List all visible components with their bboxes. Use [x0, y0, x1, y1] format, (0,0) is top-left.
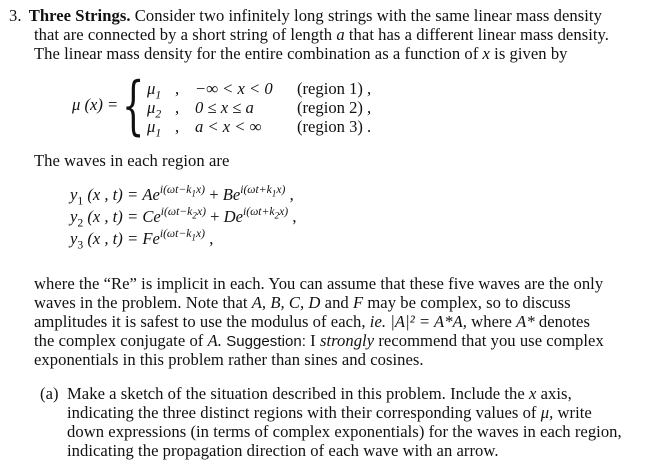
explanation-line-1: where the “Re” is implicit in each. You can assume that these five waves are the only	[34, 274, 604, 293]
density-row-3-value: $\mu_1$	[147, 117, 162, 140]
explanation-line-4: the complex conjugate of A. Suggestion: I strongly recommend that you use complex	[34, 331, 604, 350]
wave-equation-2: $y_2$ (x , $t) = Ce^{i(\omega t-k_2x)} + De^{i(\omega t+k_2x)}$ ,	[70, 204, 297, 230]
left-brace-icon: {	[122, 69, 145, 143]
density-row-2-condition: 0 ≤ x ≤ a	[195, 98, 254, 117]
density-row-2-value: $\mu_2$	[147, 98, 162, 121]
part-a-line-2: indicating the three distinct regions with their corresponding values of μ, write	[67, 403, 592, 422]
intro-text-2: that are connected by a short string of length	[34, 25, 337, 44]
wave-equation-1: $y_1$ (x , $t) = Ae^{i(\omega t-k_1x)} + Be^{i(\omega t+k_1x)}$ ,	[70, 182, 294, 208]
intro-text-4: The linear mass density for the entire combination as a function of	[34, 44, 483, 63]
part-a-label: (a)	[40, 384, 59, 403]
part-a-line-4: indicating the propagation direction of each wave with an arrow.	[67, 441, 499, 460]
density-lhs: μ (x) =	[72, 95, 119, 114]
problem-title: Three Strings.	[28, 6, 131, 25]
intro-text-1: Consider two infinitely long strings with the same linear mass density	[134, 6, 602, 25]
density-row-3-region: (region 3) .	[297, 117, 372, 136]
intro-line-2	[34, 26, 609, 44]
intro-text-5: is given by	[494, 44, 568, 63]
explanation-line-3: amplitudes it is safest to use the modulus of each, ie. |A|² = A*A, where A* denotes	[34, 312, 590, 331]
part-a-line-3: down expressions (in terms of complex exponentials) for the waves in each region,	[67, 422, 622, 441]
explanation-line-5: exponentials in this problem rather than sines and cosines.	[34, 350, 424, 369]
density-row-1-region: (region 1) ,	[297, 79, 372, 98]
density-row-1-value: $\mu_1$	[147, 79, 162, 102]
explanation-line-2: waves in the problem. Note that A, B, C, D and F may be complex, so to discuss	[34, 293, 571, 312]
var-a: a	[336, 25, 345, 44]
problem-number: 3.	[9, 6, 22, 25]
var-x: x	[482, 44, 490, 63]
waves-intro: The waves in each region are	[34, 151, 230, 170]
part-a-line-1: Make a sketch of the situation described in this problem. Include the x axis,	[67, 384, 572, 403]
intro-line-3	[34, 45, 568, 63]
density-row-1-condition: −∞ < x < 0	[195, 79, 273, 98]
suggestion-label: Suggestion:	[226, 333, 306, 350]
density-row-3-condition: a < x < ∞	[195, 117, 262, 136]
problem-header-line	[9, 7, 602, 25]
density-row-2-region: (region 2) ,	[297, 98, 372, 117]
density-row-2-sep: ,	[175, 98, 180, 117]
intro-text-3: that has a different linear mass density.	[348, 25, 609, 44]
density-row-1-sep: ,	[175, 79, 180, 98]
density-row-3-sep: ,	[175, 117, 180, 136]
wave-equation-3: $y_3$ (x , $t) = Fe^{i(\omega t-k_1x)}$ ,	[70, 226, 214, 252]
